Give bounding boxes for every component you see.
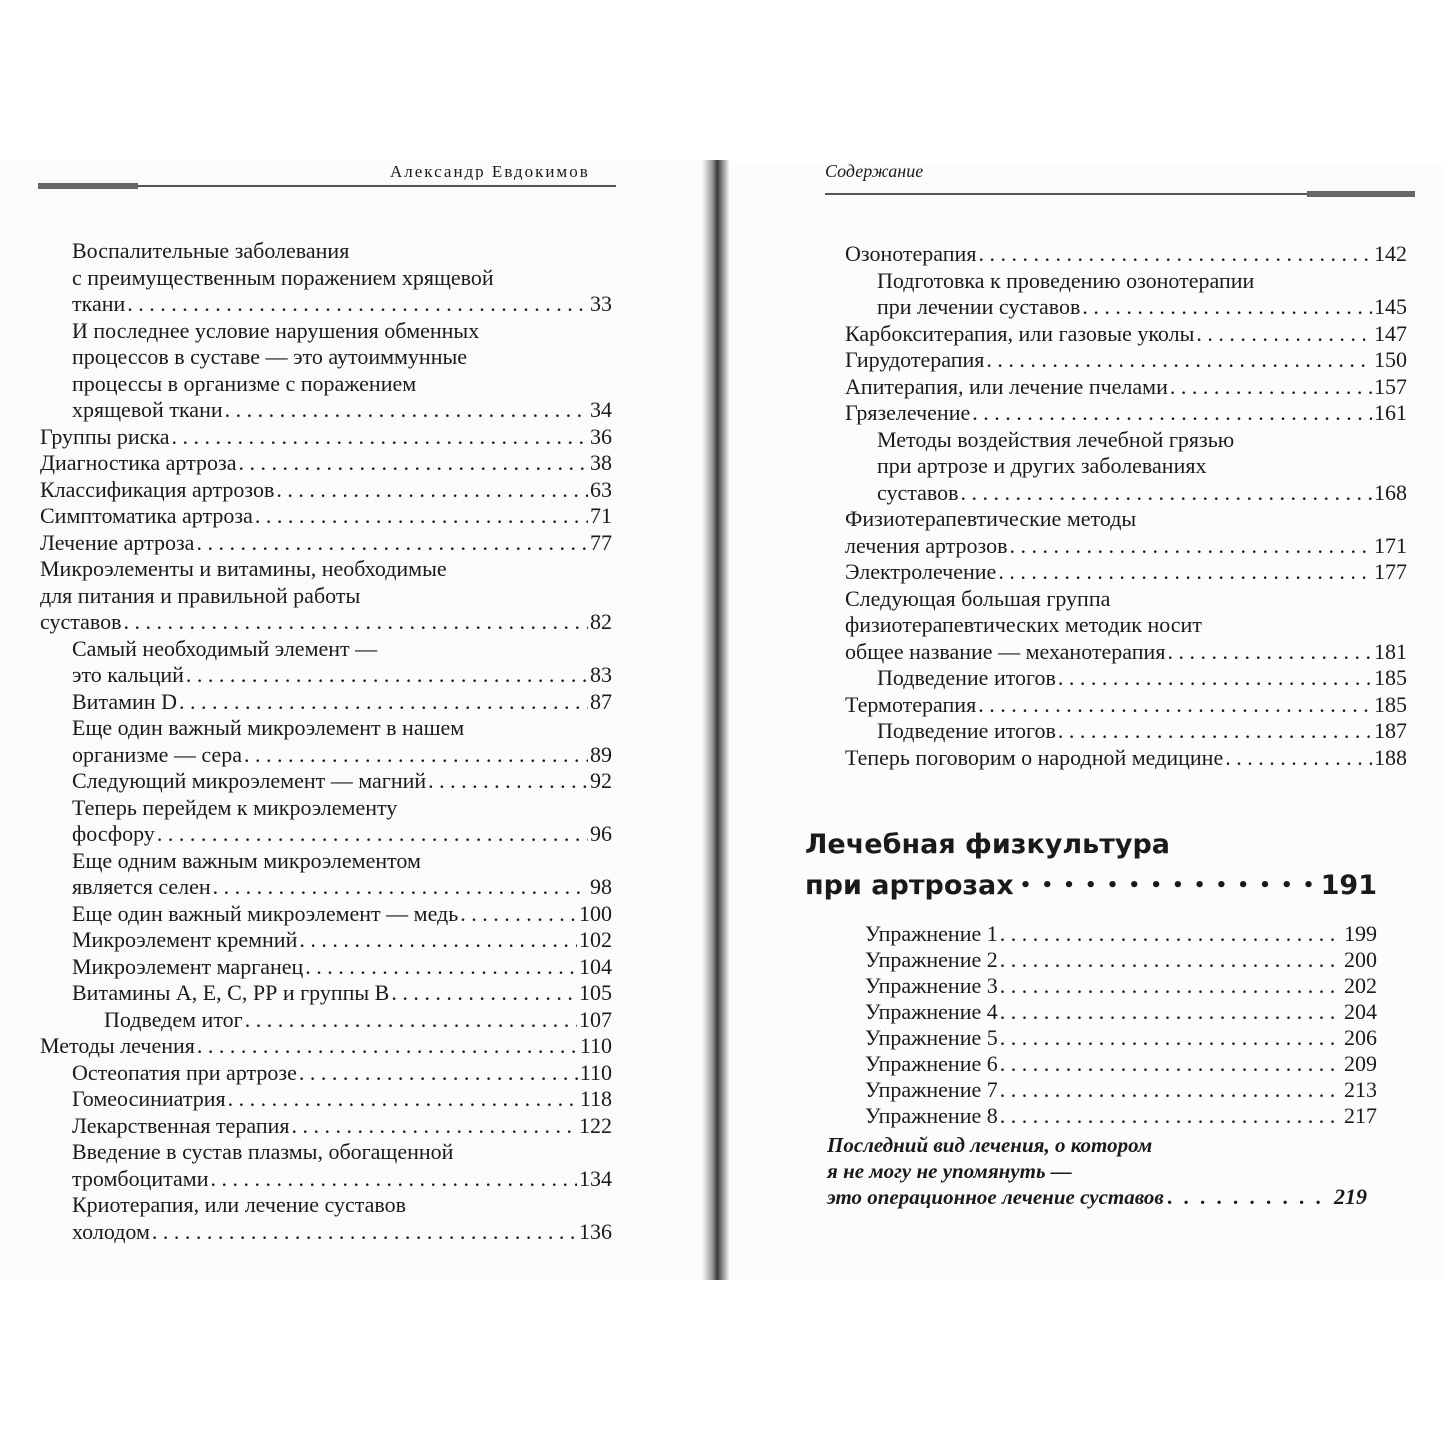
toc-entry bbox=[40, 1060, 612, 1087]
toc-entry-title: хрящевой ткани bbox=[72, 397, 223, 422]
toc-entry-line: Физиотерапевтические методы bbox=[845, 506, 1137, 531]
exercise-toc-list bbox=[865, 921, 1377, 1129]
dot-leader bbox=[391, 980, 577, 1007]
toc-entry-title: Еще один важный микроэлемент — медь bbox=[72, 900, 459, 926]
toc-entry-line: для питания и правильной работы bbox=[40, 582, 361, 608]
toc-entry bbox=[40, 715, 612, 768]
toc-entry-line: Подготовка к проведению озонотерапии bbox=[877, 267, 1255, 293]
dot-leader bbox=[186, 662, 588, 689]
toc-entry-title: Упражнение 8 bbox=[865, 1103, 998, 1128]
toc-page-number: 63 bbox=[590, 476, 612, 502]
toc-entry-line: Еще один важный микроэлемент в нашем bbox=[72, 715, 465, 740]
toc-entry bbox=[865, 973, 1377, 999]
toc-entry-title: Упражнение 5 bbox=[865, 1025, 998, 1050]
toc-page-number: 142 bbox=[1374, 241, 1407, 266]
toc-entry-title: Гомеосиниатрия bbox=[72, 1086, 226, 1111]
toc-page-number: 98 bbox=[590, 874, 612, 899]
final-entry-last-line: это операционное лечение суставов bbox=[827, 1185, 1164, 1209]
toc-entry-line: Методы воздействия лечебной грязью bbox=[877, 426, 1235, 452]
right-toc-list bbox=[845, 241, 1407, 771]
dot-leader bbox=[1225, 745, 1372, 772]
toc-entry-title: Озонотерапия bbox=[845, 241, 977, 266]
toc-page-number: 217 bbox=[1344, 1103, 1377, 1128]
toc-entry bbox=[845, 321, 1407, 348]
toc-entry-title: Витамины А, Е, С, РР и группы В bbox=[72, 980, 390, 1005]
toc-entry-title: Термотерапия bbox=[845, 691, 977, 717]
dot-leader bbox=[961, 480, 1372, 507]
toc-entry bbox=[40, 1192, 612, 1245]
toc-entry-line: Криотерапия, или лечение суставов bbox=[72, 1192, 407, 1217]
toc-page-number: 136 bbox=[579, 1218, 612, 1244]
toc-entry-title: Упражнение 2 bbox=[865, 947, 998, 972]
toc-entry bbox=[865, 947, 1377, 973]
toc-entry bbox=[40, 1139, 612, 1192]
toc-entry-line: Самый необходимый элемент — bbox=[72, 635, 378, 661]
toc-page-number: 147 bbox=[1374, 320, 1407, 346]
toc-page-number: 134 bbox=[579, 1165, 612, 1191]
toc-entry bbox=[40, 556, 612, 636]
toc-page-number: 177 bbox=[1374, 559, 1407, 584]
dot-leader bbox=[299, 927, 577, 954]
toc-page-number: 157 bbox=[1374, 373, 1407, 399]
toc-page-number: 181 bbox=[1374, 638, 1407, 664]
toc-page-number: 105 bbox=[579, 980, 612, 1005]
toc-entry bbox=[845, 268, 1407, 321]
toc-entry-line: при артрозе и других заболеваниях bbox=[877, 453, 1207, 478]
toc-page-number: 200 bbox=[1344, 947, 1377, 972]
toc-entry-line: Теперь перейдем к микроэлементу bbox=[72, 794, 398, 820]
toc-entry-title: Грязелечение bbox=[845, 400, 971, 425]
dot-leader bbox=[172, 424, 588, 451]
toc-entry-title: Упражнение 1 bbox=[865, 921, 998, 946]
toc-entry bbox=[865, 1025, 1377, 1051]
toc-page-number: 150 bbox=[1374, 347, 1407, 372]
section-heading-line: Лечебная физкультура bbox=[805, 829, 1171, 860]
final-entry-line: Последний вид лечения, о котором bbox=[827, 1133, 1153, 1157]
toc-page-number: 92 bbox=[590, 768, 612, 793]
toc-entry bbox=[40, 927, 612, 954]
toc-page-number: 118 bbox=[579, 1086, 612, 1111]
dot-leader bbox=[1000, 1051, 1342, 1077]
toc-entry-title: Симптоматика артроза bbox=[40, 503, 253, 528]
dot-leader bbox=[305, 954, 577, 981]
toc-page-number: 161 bbox=[1374, 400, 1407, 425]
toc-entry bbox=[40, 477, 612, 504]
toc-entry-line: И последнее условие нарушения обменных bbox=[72, 317, 480, 343]
dot-leader bbox=[213, 874, 588, 901]
toc-entry-title: Остеопатия при артрозе bbox=[72, 1059, 297, 1085]
toc-entry-title: холодом bbox=[72, 1218, 150, 1244]
toc-page-number: 206 bbox=[1344, 1025, 1377, 1050]
toc-entry-line: процессов в суставе — это аутоиммунные bbox=[72, 344, 468, 369]
toc-entry-title: является селен bbox=[72, 874, 211, 899]
toc-entry-title: Упражнение 6 bbox=[865, 1051, 998, 1076]
left-running-header: Александр Евдокимов bbox=[390, 162, 590, 180]
toc-entry bbox=[845, 586, 1407, 666]
dot-leader bbox=[276, 477, 588, 504]
dot-leader bbox=[1000, 1077, 1342, 1103]
toc-entry-title: фосфору bbox=[72, 821, 155, 846]
toc-entry-title: Упражнение 3 bbox=[865, 973, 998, 998]
toc-page-number: 188 bbox=[1374, 744, 1407, 770]
toc-entry-title: Подведем итог bbox=[104, 1006, 243, 1032]
toc-entry-title: организме — сера bbox=[72, 741, 242, 767]
dot-leader bbox=[238, 450, 588, 477]
toc-entry bbox=[40, 848, 612, 901]
toc-entry bbox=[40, 954, 612, 981]
toc-entry bbox=[40, 1033, 612, 1060]
toc-entry-line: процессы в организме с поражением bbox=[72, 370, 417, 396]
toc-entry-title: это кальций bbox=[72, 662, 184, 687]
dot-leader bbox=[245, 1007, 577, 1034]
toc-entry-title: Лечение артроза bbox=[40, 529, 195, 555]
toc-page-number: 33 bbox=[590, 291, 612, 316]
toc-page-number: 77 bbox=[590, 529, 612, 555]
toc-page-number: 185 bbox=[1374, 665, 1407, 690]
toc-page-number: 102 bbox=[579, 927, 612, 952]
toc-entry bbox=[845, 506, 1407, 559]
toc-entry-title: ткани bbox=[72, 291, 126, 316]
dot-leader bbox=[127, 291, 588, 318]
toc-entry bbox=[40, 636, 612, 689]
toc-page-number: 71 bbox=[590, 503, 612, 528]
toc-entry-title: Классификация артрозов bbox=[40, 476, 275, 502]
toc-entry bbox=[40, 795, 612, 848]
dot-leader bbox=[986, 347, 1372, 374]
toc-entry bbox=[40, 450, 612, 477]
dot-leader bbox=[197, 1033, 578, 1060]
toc-entry-title: Электролечение bbox=[845, 559, 997, 584]
toc-page-number: 36 bbox=[590, 423, 612, 449]
toc-page-number: 96 bbox=[590, 821, 612, 846]
section-page-number: 191 bbox=[1320, 870, 1377, 901]
right-running-header: Содержание bbox=[825, 161, 924, 181]
dot-leader bbox=[998, 559, 1372, 586]
section-heading-last-line: при артрозах bbox=[805, 870, 1014, 901]
toc-entry bbox=[40, 768, 612, 795]
toc-entry-title: при лечении суставов bbox=[877, 294, 1081, 319]
toc-entry bbox=[845, 745, 1407, 772]
toc-entry bbox=[40, 503, 612, 530]
toc-entry-title: лечения артрозов bbox=[845, 532, 1008, 558]
toc-entry bbox=[40, 318, 612, 424]
dot-leader bbox=[978, 241, 1372, 268]
dot-leader bbox=[179, 689, 588, 716]
dot-leader bbox=[1196, 321, 1372, 348]
toc-entry-title: Диагностика артроза bbox=[40, 450, 237, 475]
toc-entry-title: Карбокситерапия, или газовые уколы bbox=[845, 320, 1195, 346]
toc-entry-title: суставов bbox=[40, 609, 122, 634]
toc-page-number: 104 bbox=[579, 953, 612, 979]
toc-entry bbox=[40, 424, 612, 451]
toc-page-number: 110 bbox=[579, 1033, 612, 1058]
toc-entry-title: Подведение итогов bbox=[877, 718, 1056, 743]
dot-leader bbox=[1020, 864, 1315, 905]
toc-entry bbox=[845, 718, 1407, 745]
toc-entry bbox=[40, 1007, 612, 1034]
toc-entry bbox=[845, 400, 1407, 427]
toc-page-number: 204 bbox=[1344, 999, 1377, 1024]
section-heading bbox=[805, 826, 1377, 905]
toc-entry-title: Группы риска bbox=[40, 423, 170, 449]
toc-entry-line: Воспалительные заболевания bbox=[72, 238, 350, 263]
dot-leader bbox=[292, 1113, 577, 1140]
toc-entry bbox=[845, 427, 1407, 507]
toc-entry bbox=[40, 980, 612, 1007]
toc-page-number: 122 bbox=[579, 1112, 612, 1138]
toc-entry bbox=[40, 689, 612, 716]
final-entry-page-number: 219 bbox=[1334, 1184, 1367, 1209]
toc-page-number: 187 bbox=[1374, 718, 1407, 743]
toc-page-number: 82 bbox=[590, 609, 612, 634]
toc-page-number: 87 bbox=[590, 688, 612, 714]
toc-entry bbox=[845, 347, 1407, 374]
toc-entry-title: Микроэлемент кремний bbox=[72, 927, 298, 952]
toc-entry-title: Методы лечения bbox=[40, 1033, 195, 1058]
toc-entry-title: Следующий микроэлемент — магний bbox=[72, 768, 427, 793]
dot-leader bbox=[428, 768, 588, 795]
toc-entry-title: Теперь поговорим о народной медицине bbox=[845, 744, 1224, 770]
dot-leader bbox=[157, 821, 588, 848]
dot-leader bbox=[460, 901, 577, 928]
dot-leader bbox=[1000, 1025, 1342, 1051]
dot-leader bbox=[152, 1219, 577, 1246]
dot-leader bbox=[1010, 533, 1373, 560]
toc-entry bbox=[865, 1077, 1377, 1103]
toc-entry-title: общее название — механотерапия bbox=[845, 638, 1166, 664]
dot-leader bbox=[244, 742, 588, 769]
toc-page-number: 89 bbox=[590, 741, 612, 767]
toc-entry bbox=[865, 921, 1377, 947]
toc-page-number: 171 bbox=[1374, 532, 1407, 558]
left-header-rule-accent bbox=[38, 183, 138, 189]
toc-entry bbox=[845, 374, 1407, 401]
toc-entry bbox=[845, 692, 1407, 719]
toc-entry-title: Витамин D bbox=[72, 688, 177, 714]
toc-entry bbox=[865, 999, 1377, 1025]
toc-entry-title: Упражнение 4 bbox=[865, 999, 998, 1024]
dot-leader bbox=[196, 530, 588, 557]
dot-leader bbox=[1000, 1103, 1342, 1129]
book-gutter bbox=[703, 160, 729, 1280]
toc-page-number: 202 bbox=[1344, 973, 1377, 998]
toc-entry-title: Микроэлемент марганец bbox=[72, 953, 304, 979]
toc-page-number: 213 bbox=[1344, 1077, 1377, 1102]
toc-page-number: 34 bbox=[590, 397, 612, 422]
dot-leader bbox=[1000, 999, 1342, 1025]
toc-entry-line: Введение в сустав плазмы, обогащенной bbox=[72, 1139, 454, 1164]
toc-entry-title: Апитерапия, или лечение пчелами bbox=[845, 373, 1168, 399]
final-entry-line: я не могу не упомянуть — bbox=[827, 1159, 1072, 1183]
toc-entry-title: Подведение итогов bbox=[877, 665, 1056, 690]
toc-entry-title: суставов bbox=[877, 479, 959, 505]
dot-leader bbox=[1058, 665, 1372, 692]
toc-page-number: 107 bbox=[579, 1006, 612, 1032]
toc-page-number: 110 bbox=[579, 1059, 612, 1085]
toc-entry bbox=[40, 530, 612, 557]
toc-entry bbox=[40, 1113, 612, 1140]
toc-page-number: 199 bbox=[1344, 921, 1377, 946]
dot-leader bbox=[255, 503, 588, 530]
toc-page-number: 168 bbox=[1374, 479, 1407, 505]
dot-leader bbox=[1000, 921, 1342, 947]
dot-leader bbox=[225, 397, 588, 424]
toc-entry-line: с преимущественным поражением хрящевой bbox=[72, 264, 494, 290]
toc-entry bbox=[40, 1086, 612, 1113]
toc-entry-line: физиотерапевтических методик носит bbox=[845, 612, 1202, 637]
right-header-rule-accent bbox=[1307, 191, 1415, 197]
dot-leader bbox=[228, 1086, 578, 1113]
toc-entry-line: Микроэлементы и витамины, необходимые bbox=[40, 556, 447, 581]
toc-entry-title: Упражнение 7 bbox=[865, 1077, 998, 1102]
toc-entry bbox=[40, 901, 612, 928]
toc-entry bbox=[865, 1103, 1377, 1129]
final-entry bbox=[827, 1132, 1367, 1210]
toc-entry-title: Гирудотерапия bbox=[845, 347, 985, 372]
dot-leader bbox=[1058, 718, 1372, 745]
dot-leader bbox=[978, 692, 1372, 719]
dot-leader bbox=[1167, 639, 1372, 666]
toc-entry bbox=[40, 238, 612, 318]
toc-page-number: 100 bbox=[579, 900, 612, 926]
left-toc-list bbox=[40, 238, 612, 1245]
toc-entry-title: Лекарственная терапия bbox=[72, 1112, 290, 1138]
toc-entry-line: Следующая большая группа bbox=[845, 585, 1111, 611]
toc-page-number: 83 bbox=[590, 662, 612, 687]
toc-entry-title: тромбоцитами bbox=[72, 1165, 209, 1191]
dot-leader bbox=[972, 400, 1372, 427]
dot-leader bbox=[1000, 947, 1342, 973]
toc-entry bbox=[865, 1051, 1377, 1077]
toc-page-number: 145 bbox=[1374, 294, 1407, 319]
dot-leader bbox=[1168, 1184, 1330, 1210]
dot-leader bbox=[124, 609, 588, 636]
toc-entry bbox=[845, 559, 1407, 586]
dot-leader bbox=[1170, 374, 1372, 401]
toc-page-number: 185 bbox=[1374, 691, 1407, 717]
toc-entry bbox=[845, 665, 1407, 692]
toc-entry-line: Еще одним важным микроэлементом bbox=[72, 847, 421, 873]
dot-leader bbox=[1000, 973, 1342, 999]
dot-leader bbox=[210, 1166, 577, 1193]
toc-entry bbox=[845, 241, 1407, 268]
toc-page-number: 209 bbox=[1344, 1051, 1377, 1076]
dot-leader bbox=[299, 1060, 578, 1087]
dot-leader bbox=[1082, 294, 1372, 321]
toc-page-number: 38 bbox=[590, 450, 612, 475]
